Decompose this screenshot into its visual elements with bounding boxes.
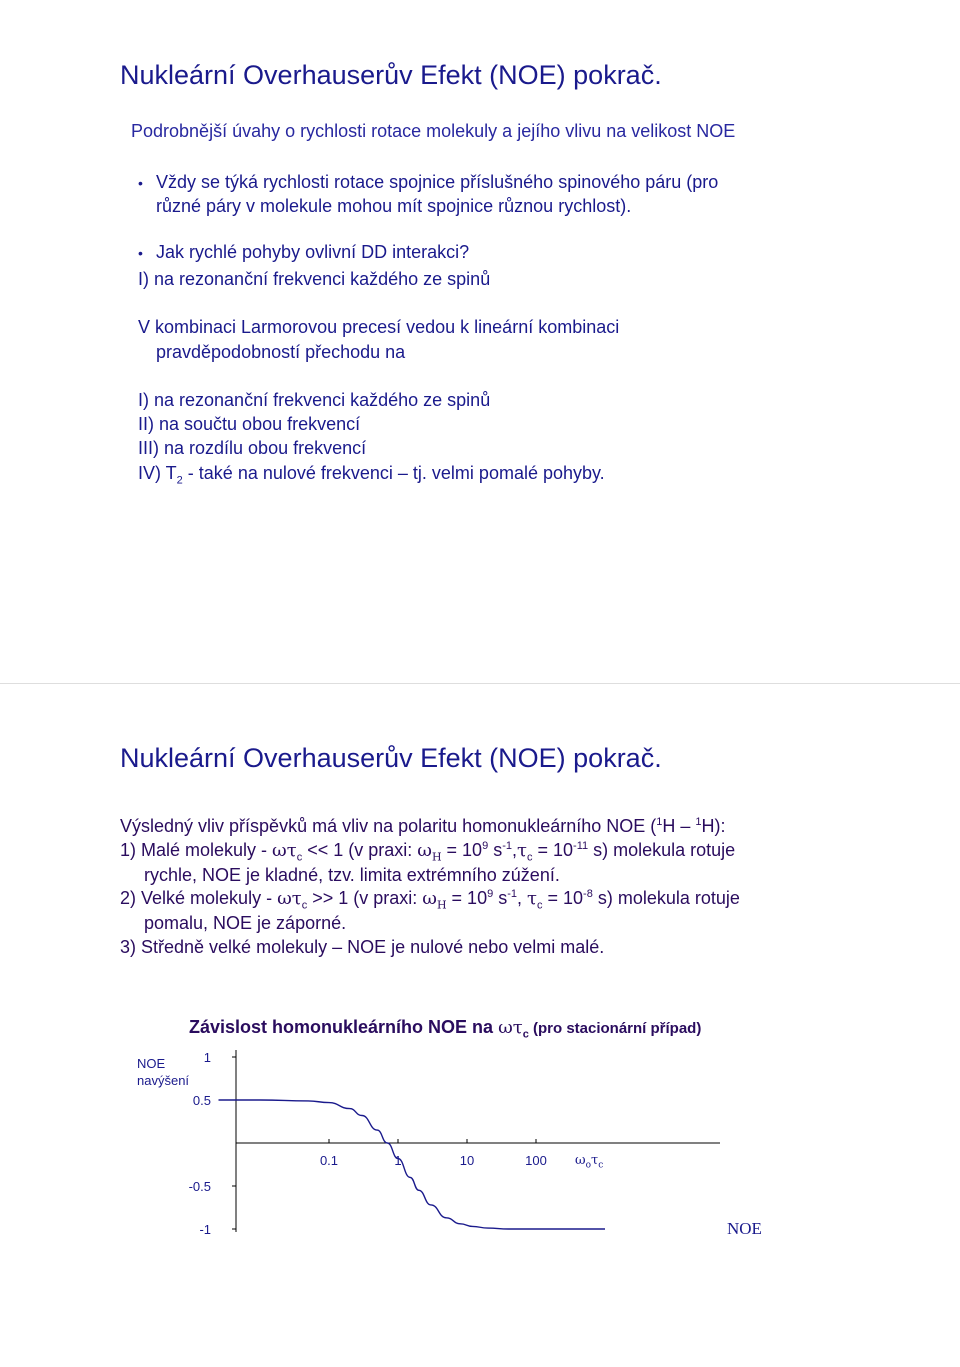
p2-s: s	[493, 888, 508, 908]
intro-h1: H –	[662, 816, 696, 836]
p1-s: s	[488, 840, 503, 860]
p2-exp3: -8	[583, 888, 593, 900]
p1-exp1: 9	[482, 840, 489, 852]
p2-mid: >> 1 (v praxi:	[307, 888, 423, 908]
intro-suffix: H):	[701, 816, 726, 836]
point3: 3) Středně velké molekuly – NOE je nulové nebo velmi malé.	[120, 937, 605, 957]
bullet1-line1: Vždy se týká rychlosti rotace spojnice příslušného spinového páru (pro	[156, 172, 719, 192]
intro-prefix: Výsledný vliv příspěvků má vliv na polaritu homonukleárního NOE (	[120, 816, 657, 836]
p2-omega-tau: ωτ	[277, 888, 302, 909]
point1-line2: rychle, NOE je kladné, tzv. limita extrémního zúžení.	[144, 865, 560, 885]
p1-end: s) molekula rotuje	[588, 840, 736, 860]
y-tick-label: 0.5	[192, 1093, 211, 1108]
chart-ylabel-line2: navýšení	[137, 1073, 190, 1088]
p1-c: c	[296, 851, 303, 864]
xlabel-c: c	[598, 1160, 604, 1171]
chart-title-c: c	[522, 1028, 529, 1041]
list-item-iv-sub: 2	[176, 474, 183, 487]
chart-title-omega-tau: ωτ	[498, 1017, 523, 1038]
chart-title-suffix: (pro stacionární případ)	[528, 1020, 702, 1037]
bullet2: Jak rychlé pohyby ovlivní DD interakci?	[156, 242, 470, 262]
y-tick-label: -0.5	[188, 1179, 211, 1194]
p1-eq2: = 10	[532, 840, 574, 860]
p1-omega: ω	[417, 840, 432, 861]
chart-xlabel	[575, 1153, 603, 1171]
combo-line2: pravděpodobností přechodu na	[156, 342, 406, 362]
chart-ylabel-line1: NOE	[137, 1056, 166, 1071]
point2-line2: pomalu, NOE je záporné.	[144, 913, 347, 933]
p2-comma: ,	[517, 888, 528, 908]
x-tick-label: 10	[459, 1153, 475, 1168]
chart-title-prefix: Závislost homonukleárního NOE na	[189, 1017, 499, 1037]
list-item-i: I) na rezonanční frekvenci každého ze spinů	[138, 390, 491, 410]
p1-eq1: = 10	[441, 840, 483, 860]
p2-tau: τ	[527, 888, 537, 909]
x-tick-label: 0.1	[319, 1153, 339, 1168]
p2-eq2: = 10	[542, 888, 584, 908]
intro-sup1: 1	[656, 816, 663, 828]
y-tick-label: 1	[203, 1050, 211, 1065]
bullet-dot: •	[138, 175, 143, 191]
slide1-title: Nukleární Overhauserův Efekt (NOE) pokrač.	[120, 60, 662, 90]
p1-omega-tau: ωτ	[272, 840, 297, 861]
p2-prefix: 2) Velké molekuly -	[120, 888, 278, 908]
p1-exp2: -1	[502, 840, 512, 852]
p2-h: H	[436, 898, 447, 912]
intro-sup2: 1	[695, 816, 702, 828]
noe-curve	[219, 1100, 606, 1229]
p1-tau: τ	[517, 840, 527, 861]
p1-prefix: 1) Malé molekuly -	[120, 840, 273, 860]
p2-c: c	[301, 899, 308, 912]
y-tick-label: -1	[199, 1222, 211, 1237]
p1-exp3: -11	[573, 840, 589, 852]
p2-exp2: -1	[507, 888, 518, 900]
p2-end: s) molekula rotuje	[592, 888, 740, 908]
x-tick-label: 100	[525, 1153, 547, 1168]
rezonance-line: I) na rezonanční frekvenci každého ze spinů	[138, 269, 491, 289]
list-item-iii: III) na rozdílu obou frekvencí	[138, 438, 367, 458]
p2-exp1: 9	[487, 888, 494, 900]
p1-h: H	[431, 850, 442, 864]
p1-c2: c	[526, 851, 533, 864]
p2-c2: c	[537, 899, 543, 912]
list-item-ii: II) na součtu obou frekvencí	[138, 414, 361, 434]
p2-omega: ω	[422, 888, 437, 909]
xlabel-tau: τ	[591, 1153, 599, 1168]
chart-curve-label: NOE	[727, 1219, 762, 1238]
slide2-title: Nukleární Overhauserův Efekt (NOE) pokrač.	[120, 743, 662, 773]
bullet-dot: •	[138, 245, 143, 261]
combo-line1: V kombinaci Larmorovou precesí vedou k lineární kombinaci	[138, 317, 620, 337]
bullet1-line2: různé páry v molekule mohou mít spojnice různou rychlost).	[156, 196, 632, 216]
p1-mid: << 1 (v praxi:	[302, 840, 418, 860]
xlabel-omega: ω	[575, 1153, 586, 1168]
p2-eq1: = 10	[446, 888, 488, 908]
list-item-iv-suffix: - také na nulové frekvenci – tj. velmi pomalé pohyby.	[182, 463, 605, 483]
list-item-iv-prefix: IV) T	[138, 463, 177, 483]
p1-comma: ,	[512, 840, 518, 860]
xlabel-o: o	[585, 1160, 592, 1171]
x-tick-label: 1	[394, 1153, 402, 1168]
slide1-subtitle: Podrobnější úvahy o rychlosti rotace molekuly a jejího vlivu na velikost NOE	[131, 121, 736, 141]
